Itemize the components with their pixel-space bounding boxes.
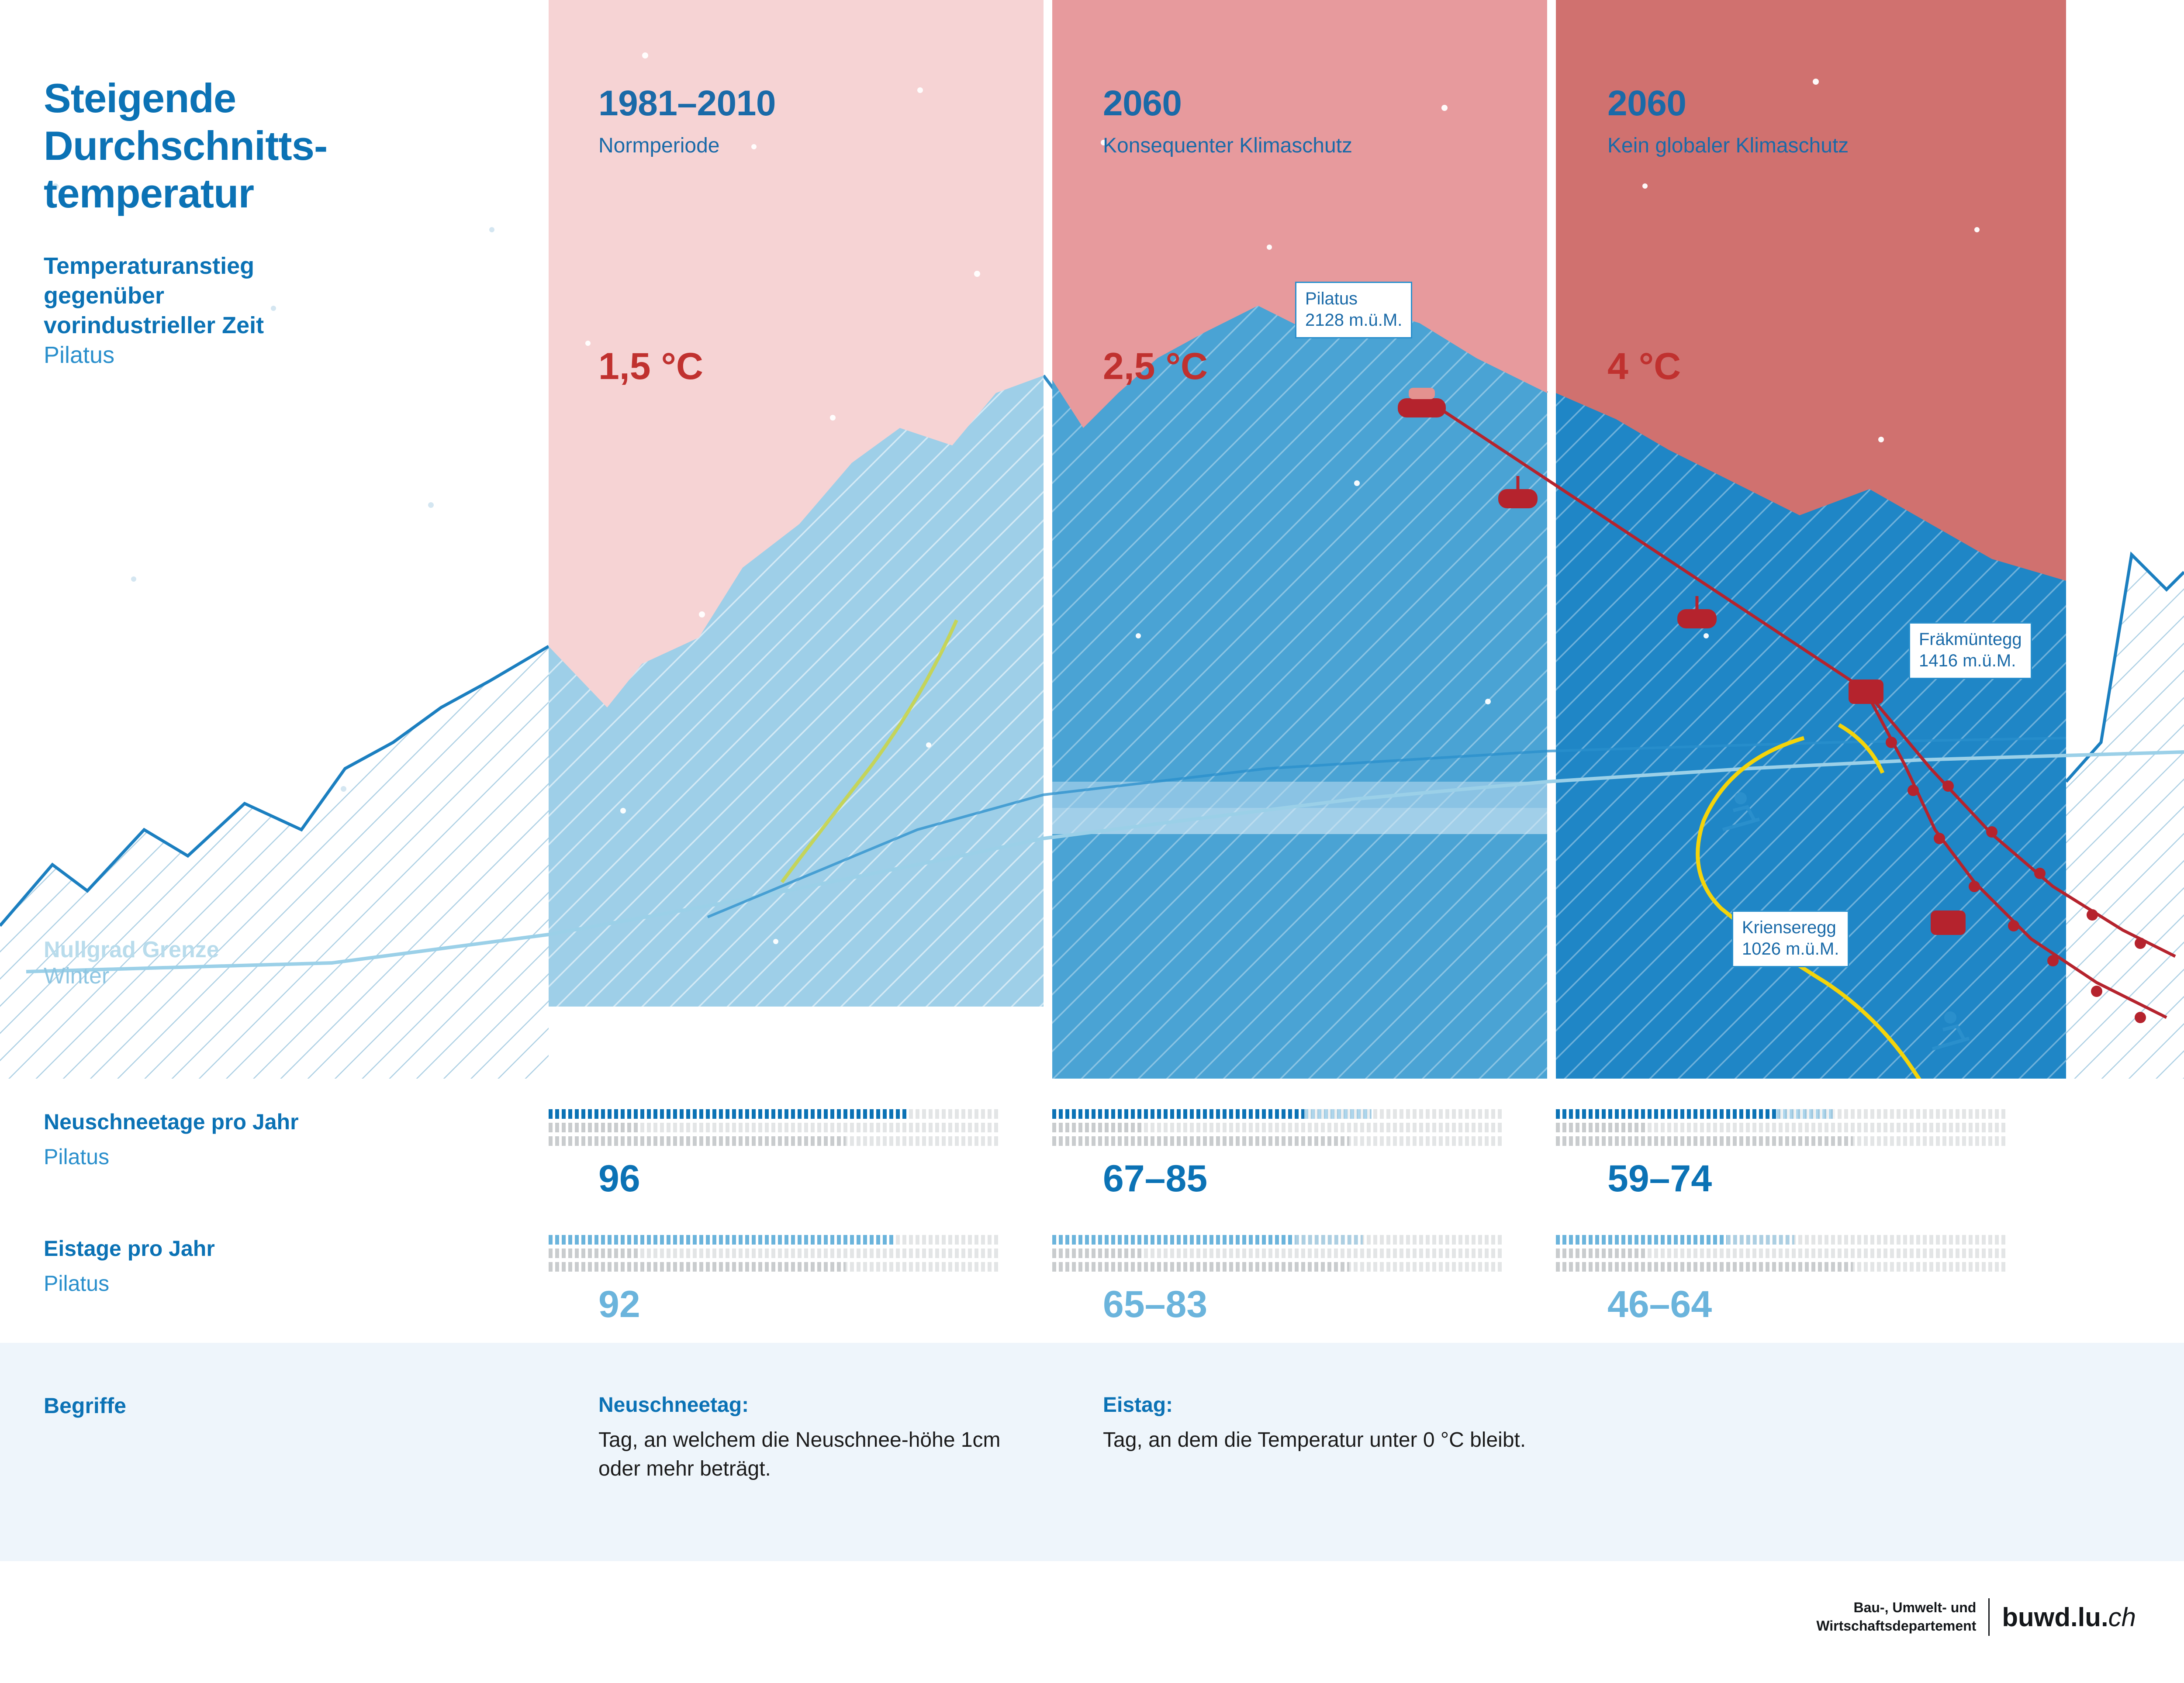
glossary-text-eistag: Tag, an dem die Temperatur unter 0 °C bleibt. <box>1103 1428 1526 1452</box>
glossary-text-neuschneetag: Tag, an welchem die Neuschnee-höhe 1cm oder mehr beträgt. <box>598 1428 1001 1481</box>
page-title-line-3: temperatur <box>44 170 254 217</box>
scenario-label-2: Konsequenter Klimaschutz <box>1103 134 1352 157</box>
scenario-year-2: 2060 <box>1103 83 1182 123</box>
bargroup-neuschneetage-1 <box>549 1109 999 1160</box>
callout-pilatus <box>1295 282 1412 338</box>
callout-fraekmuentegg-name: Fräkmüntegg <box>1919 630 2022 649</box>
brand-wordmark <box>1990 1602 2136 1632</box>
page-subtitle-line-2: gegenüber <box>44 283 165 309</box>
page-subtitle <box>44 251 507 370</box>
callout-krienseregg <box>1732 910 1849 967</box>
scenario-year-1: 1981–2010 <box>598 83 776 123</box>
stat-value-eistage-3: 46–64 <box>1607 1283 1712 1325</box>
brand-wordmark-bold: buwd.lu. <box>2002 1602 2108 1632</box>
page-subtitle-line-3: vorindustrieller Zeit <box>44 312 264 339</box>
stat-value-eistage-1: 92 <box>598 1283 640 1325</box>
station-krienseregg <box>1931 910 1966 935</box>
scenario-header-3 <box>1607 83 1849 158</box>
scenario-temp-3: 4 °C <box>1607 345 1681 387</box>
callout-fraekmuentegg <box>1909 622 2032 679</box>
bargroup-eistage-3 <box>1556 1235 2006 1286</box>
stat-sub-neuschneetage: Pilatus <box>44 1145 110 1169</box>
stat-title-neuschneetage: Neuschneetage pro Jahr <box>44 1110 299 1134</box>
callout-pilatus-altitude: 2128 m.ü.M. <box>1305 310 1403 330</box>
zero-degree-label <box>44 937 219 989</box>
bargroup-neuschneetage-2 <box>1052 1109 1502 1160</box>
scenario-year-3: 2060 <box>1607 83 1686 123</box>
glossary-heading: Begriffe <box>44 1393 126 1418</box>
stat-value-neuschneetage-1: 96 <box>598 1158 640 1200</box>
glossary-panel <box>0 1343 2184 1561</box>
glossary-term-eistag: Eistag: <box>1103 1393 1173 1417</box>
callout-krienseregg-altitude: 1026 m.ü.M. <box>1742 939 1839 959</box>
stat-value-neuschneetage-2: 67–85 <box>1103 1158 1208 1200</box>
department-name <box>1816 1599 1988 1635</box>
zero-degree-label-line-2: Winter <box>44 963 110 989</box>
callout-pilatus-name: Pilatus <box>1305 289 1358 308</box>
stat-sub-eistage: Pilatus <box>44 1271 110 1296</box>
glossary-term-neuschneetag: Neuschneetag: <box>598 1393 749 1417</box>
bargroup-neuschneetage-3 <box>1556 1109 2006 1160</box>
zero-degree-label-line-1: Nullgrad Grenze <box>44 937 219 962</box>
scenario-label-1: Normperiode <box>598 134 720 157</box>
callout-fraekmuentegg-altitude: 1416 m.ü.M. <box>1919 651 2016 670</box>
department-name-line-1: Bau-, Umwelt- und <box>1853 1600 1977 1616</box>
title-block <box>44 74 507 370</box>
scenario-header-2 <box>1103 83 1352 158</box>
bargroup-eistage-2 <box>1052 1235 1502 1286</box>
scenario-label-3: Kein globaler Klimaschutz <box>1607 134 1849 157</box>
scenario-header-1 <box>598 83 776 158</box>
station-fraekmuentegg <box>1849 679 1883 704</box>
page-title-line-2: Durchschnitts- <box>44 123 328 169</box>
brand-wordmark-italic: ch <box>2108 1602 2136 1632</box>
stat-value-eistage-2: 65–83 <box>1103 1283 1208 1325</box>
glossary-item-eistag <box>1103 1393 1540 1455</box>
page-subtitle-line-1: Temperaturanstieg <box>44 253 255 279</box>
department-name-line-2: Wirtschaftsdepartement <box>1816 1618 1977 1634</box>
footer-logo <box>1816 1598 2136 1636</box>
bargroup-eistage-1 <box>549 1235 999 1286</box>
glossary-item-neuschneetag <box>598 1393 1035 1483</box>
scenario-temp-2: 2,5 °C <box>1103 345 1208 387</box>
scenario-temp-1: 1,5 °C <box>598 345 703 387</box>
stat-value-neuschneetage-3: 59–74 <box>1607 1158 1712 1200</box>
page-subtitle-location: Pilatus <box>44 342 115 369</box>
page-title <box>44 74 507 217</box>
stat-title-eistage: Eistage pro Jahr <box>44 1236 215 1261</box>
page-title-line-1: Steigende <box>44 75 236 121</box>
callout-krienseregg-name: Krienseregg <box>1742 918 1836 937</box>
